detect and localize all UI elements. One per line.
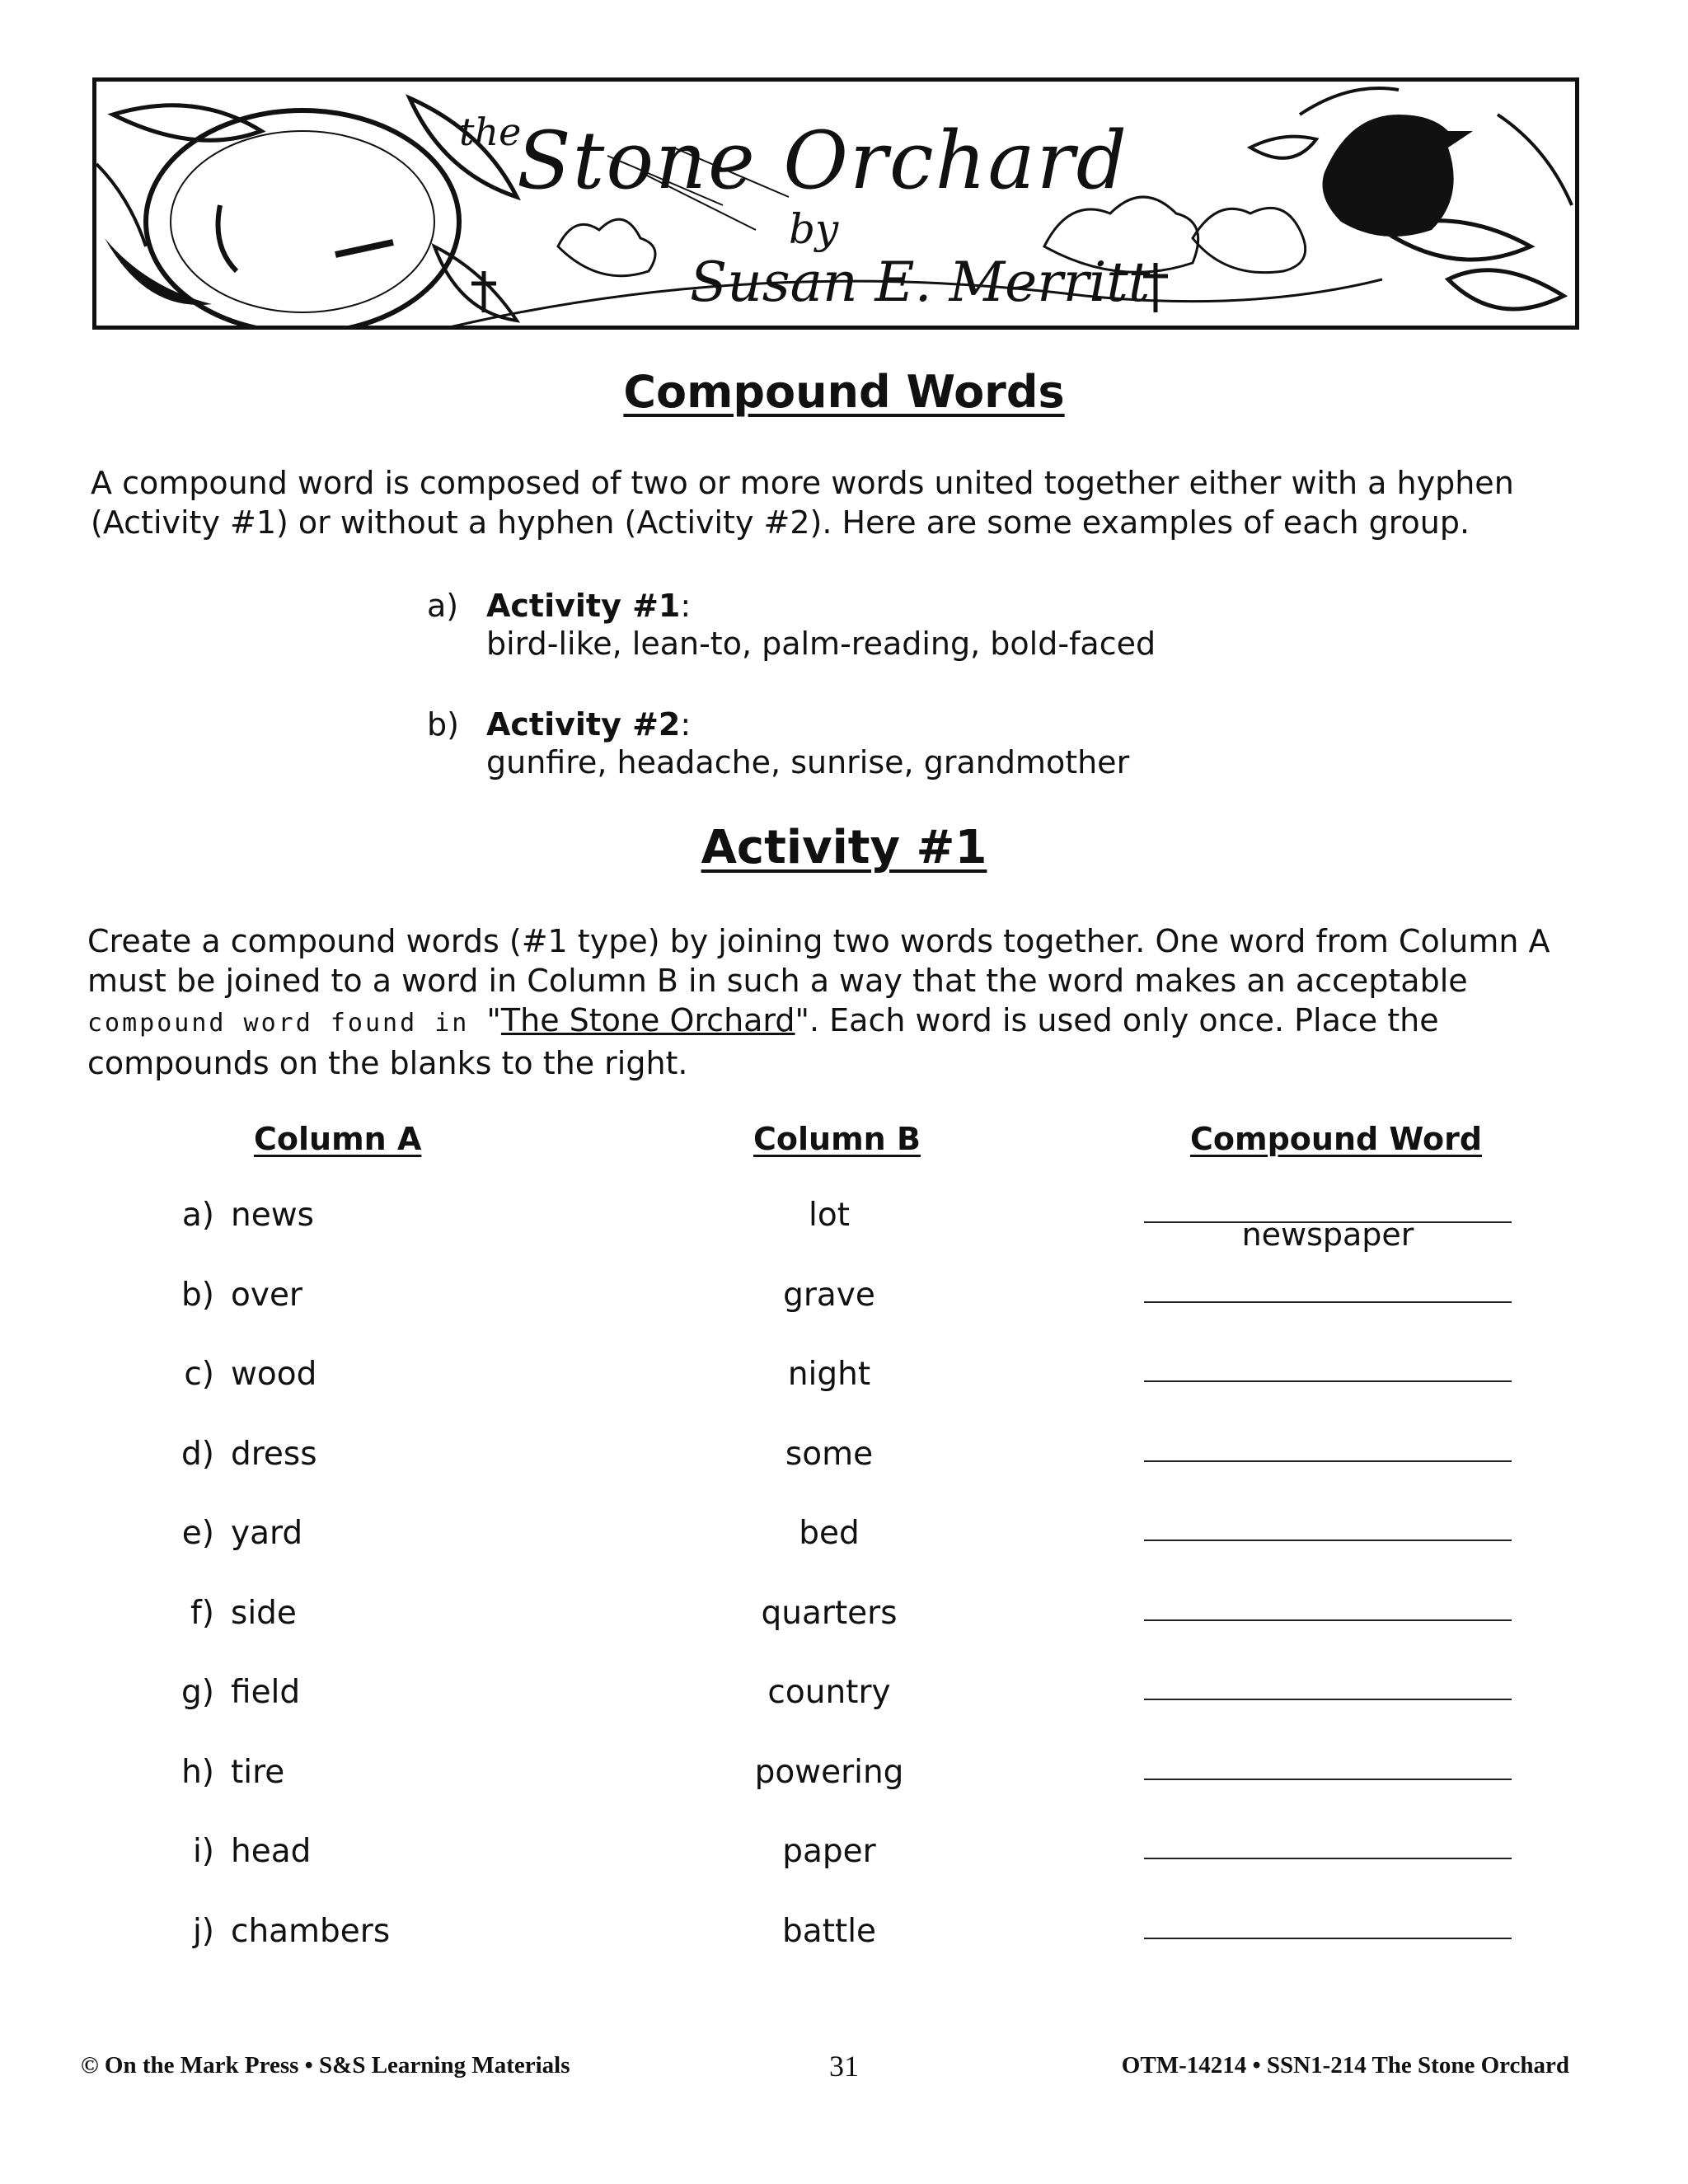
instructions-line-4: compounds on the blanks to the right. bbox=[87, 1045, 688, 1081]
column-a-header: Column A bbox=[254, 1121, 422, 1157]
page-title: Compound Words bbox=[623, 366, 1065, 418]
instructions-paragraph bbox=[87, 921, 1550, 1083]
row-label: j) bbox=[192, 1912, 214, 1950]
column-b-word: paper bbox=[782, 1833, 876, 1870]
table-row bbox=[0, 1197, 1688, 1253]
answer-text: newspaper bbox=[1241, 1216, 1414, 1253]
column-b-word: lot bbox=[809, 1197, 850, 1234]
table-row bbox=[0, 1913, 1688, 1962]
table-row bbox=[0, 1754, 1688, 1803]
banner-author: Susan E. Merritt bbox=[690, 251, 1151, 314]
column-a-word: news bbox=[231, 1197, 314, 1234]
row-label: i) bbox=[192, 1833, 214, 1870]
instructions-line-3-post: ". Each word is used only once. Place the bbox=[795, 1002, 1439, 1038]
answer-blank[interactable] bbox=[1144, 1460, 1512, 1462]
column-b-word: bed bbox=[799, 1515, 860, 1552]
footer-right: OTM-14214 • SSN1-214 The Stone Orchard bbox=[1121, 2052, 1569, 2079]
page-number: 31 bbox=[829, 2050, 859, 2083]
column-b-word: battle bbox=[781, 1912, 877, 1950]
table-row bbox=[0, 1277, 1688, 1326]
row-label: h) bbox=[181, 1753, 214, 1791]
column-a-word: head bbox=[231, 1833, 312, 1870]
example-a-label: Activity #1 bbox=[486, 588, 681, 624]
column-b-word: powering bbox=[754, 1753, 904, 1791]
example-b: b) Activity #2: gunfire, headache, sunrise, grandmother bbox=[427, 706, 1130, 780]
column-a-word: yard bbox=[231, 1515, 303, 1552]
column-a-word: side bbox=[231, 1594, 297, 1632]
row-label: f) bbox=[190, 1594, 214, 1632]
example-b-words: gunfire, headache, sunrise, grandmother bbox=[486, 744, 1130, 780]
instructions-line-2: must be joined to a word in Column B in such a way that the word makes an acceptable bbox=[87, 963, 1468, 999]
answer-blank[interactable] bbox=[1144, 1380, 1512, 1382]
book-title: The Stone Orchard bbox=[500, 1002, 795, 1038]
column-a-word: field bbox=[231, 1674, 301, 1711]
row-label: a) bbox=[181, 1197, 214, 1234]
banner-title: Stone Orchard bbox=[517, 115, 1129, 207]
intro-line-1: A compound word is composed of two or more words united together either with a hyphen bbox=[91, 465, 1514, 501]
column-b-header: Column B bbox=[753, 1121, 921, 1157]
instructions-line-3-pre: compound word found in bbox=[87, 1009, 487, 1038]
banner-by: by bbox=[789, 205, 839, 253]
table-row bbox=[0, 1674, 1688, 1723]
instructions-line-1: Create a compound words (#1 type) by joining two words together. One word from Column A bbox=[87, 923, 1550, 959]
table-row bbox=[0, 1833, 1688, 1882]
answer-blank[interactable] bbox=[1144, 1779, 1512, 1780]
example-b-mark: b) bbox=[427, 706, 459, 743]
column-b-word: grave bbox=[783, 1276, 875, 1314]
example-a-mark: a) bbox=[427, 588, 459, 624]
answer-blank[interactable] bbox=[1144, 1699, 1512, 1700]
row-label: e) bbox=[181, 1515, 214, 1552]
example-b-label: Activity #2 bbox=[486, 706, 681, 743]
answer-blank[interactable] bbox=[1144, 1619, 1512, 1621]
footer-left: © On the Mark Press • S&S Learning Materials bbox=[81, 2052, 570, 2079]
intro-line-2: (Activity #1) or without a hyphen (Activity #2). Here are some examples of each group. bbox=[91, 504, 1470, 541]
column-a-word: tire bbox=[231, 1753, 285, 1791]
column-b-word: some bbox=[785, 1435, 874, 1473]
answer-blank[interactable] bbox=[1144, 1540, 1512, 1541]
activity-heading: Activity #1 bbox=[701, 821, 987, 874]
row-label: c) bbox=[184, 1356, 214, 1393]
table-row bbox=[0, 1356, 1688, 1405]
instructions-line-3 bbox=[87, 1001, 1550, 1043]
row-label: d) bbox=[181, 1435, 214, 1473]
banner-the: the bbox=[459, 110, 522, 154]
answer-blank[interactable] bbox=[1144, 1938, 1512, 1939]
intro-paragraph bbox=[91, 463, 1514, 542]
column-b-word: country bbox=[767, 1674, 891, 1711]
answer-blank[interactable] bbox=[1144, 1858, 1512, 1859]
table-row bbox=[0, 1595, 1688, 1644]
answer-blank[interactable] bbox=[1144, 1301, 1512, 1303]
title-banner bbox=[92, 77, 1579, 330]
column-a-word: wood bbox=[231, 1356, 317, 1393]
row-label: g) bbox=[181, 1674, 214, 1711]
table-row bbox=[0, 1436, 1688, 1485]
column-a-word: over bbox=[231, 1276, 302, 1314]
row-label: b) bbox=[181, 1276, 214, 1314]
column-a-word: dress bbox=[231, 1435, 317, 1473]
column-b-word: quarters bbox=[761, 1594, 898, 1632]
compound-word-header: Compound Word bbox=[1190, 1121, 1483, 1157]
example-a: a) Activity #1: bird-like, lean-to, palm-reading, bold-faced bbox=[427, 588, 1156, 662]
column-a-word: chambers bbox=[231, 1912, 391, 1950]
table-row bbox=[0, 1515, 1688, 1564]
column-b-word: night bbox=[787, 1356, 871, 1393]
instructions-quote-open: " bbox=[486, 1002, 501, 1038]
example-a-words: bird-like, lean-to, palm-reading, bold-faced bbox=[486, 626, 1156, 662]
